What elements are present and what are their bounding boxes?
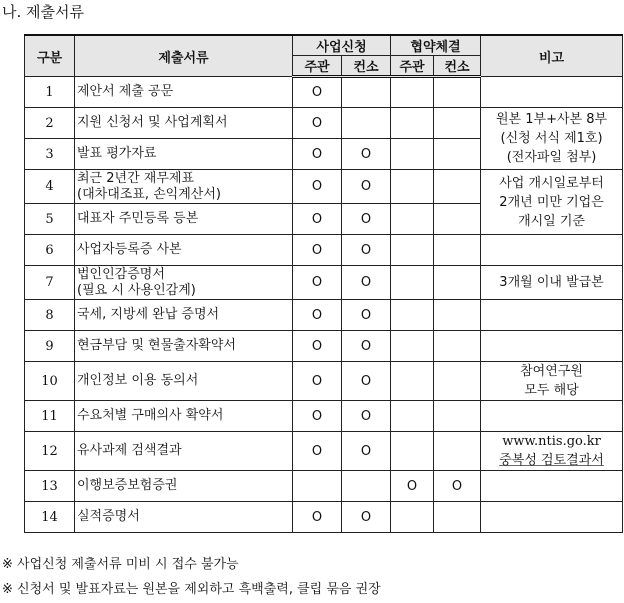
header-no: 구분 — [25, 35, 75, 77]
header-apply-consortium: 컨소 — [342, 56, 391, 77]
contract-lead-mark — [391, 266, 434, 300]
table-row — [25, 471, 623, 502]
row-number: 12 — [25, 432, 75, 471]
document-name: 최근 2년간 재무제표 (대차대조표, 손익계산서) — [75, 170, 293, 204]
table-row — [25, 235, 623, 266]
remarks-cell — [481, 77, 623, 108]
contract-consortium-mark — [434, 204, 481, 235]
contract-lead-mark — [391, 204, 434, 235]
remarks-cell — [481, 331, 623, 362]
header-contract-consortium: 컨소 — [434, 56, 481, 77]
footnote-2: ※ 신청서 및 발표자료는 원본을 제외하고 흑백출력, 클립 묶음 권장 — [2, 582, 381, 597]
contract-consortium-mark — [434, 362, 481, 401]
apply-consortium-mark: O — [342, 204, 391, 235]
table-row — [25, 401, 623, 432]
remarks-cell — [481, 502, 623, 533]
apply-lead-mark: O — [293, 170, 342, 204]
row-number: 1 — [25, 77, 75, 108]
remarks-cell: 3개월 이내 발급본 — [481, 266, 623, 300]
table-row — [25, 77, 623, 108]
row-number: 14 — [25, 502, 75, 533]
apply-consortium-mark: O — [342, 432, 391, 471]
remarks-cell: 참여연구원 모두 해당 — [481, 362, 623, 401]
apply-lead-mark: O — [293, 108, 342, 139]
contract-lead-mark — [391, 331, 434, 362]
remarks-cell — [481, 471, 623, 502]
document-name: 법인인감증명서 (필요 시 사용인감계) — [75, 266, 293, 300]
table-row — [25, 266, 623, 300]
apply-consortium-mark: O — [342, 139, 391, 170]
table-row — [25, 331, 623, 362]
document-name: 제안서 제출 공문 — [75, 77, 293, 108]
contract-consortium-mark — [434, 235, 481, 266]
contract-consortium-mark — [434, 432, 481, 471]
contract-consortium-mark — [434, 401, 481, 432]
contract-lead-mark — [391, 432, 434, 471]
header-apply-lead: 주관 — [293, 56, 342, 77]
document-name: 국세, 지방세 완납 증명서 — [75, 300, 293, 331]
document-name: 대표자 주민등록 등본 — [75, 204, 293, 235]
table-row — [25, 108, 623, 139]
contract-lead-mark — [391, 77, 434, 108]
row-number: 10 — [25, 362, 75, 401]
row-number: 11 — [25, 401, 75, 432]
document-name: 수요처별 구매의사 확약서 — [75, 401, 293, 432]
apply-lead-mark: O — [293, 77, 342, 108]
apply-lead-mark: O — [293, 331, 342, 362]
apply-consortium-mark: O — [342, 235, 391, 266]
contract-lead-mark — [391, 300, 434, 331]
contract-consortium-mark — [434, 300, 481, 331]
remarks-cell — [481, 300, 623, 331]
apply-lead-mark: O — [293, 204, 342, 235]
row-number: 5 — [25, 204, 75, 235]
document-name: 실적증명서 — [75, 502, 293, 533]
apply-consortium-mark: O — [342, 502, 391, 533]
apply-consortium-mark: O — [342, 300, 391, 331]
remarks-cell — [481, 235, 623, 266]
header-contract-group: 협약체결 — [391, 35, 481, 56]
row-number: 4 — [25, 170, 75, 204]
apply-consortium-mark: O — [342, 362, 391, 401]
apply-lead-mark: O — [293, 139, 342, 170]
apply-lead-mark: O — [293, 266, 342, 300]
document-name: 유사과제 검색결과 — [75, 432, 293, 471]
document-name: 개인정보 이용 동의서 — [75, 362, 293, 401]
document-name: 현금부담 및 현물출자확약서 — [75, 331, 293, 362]
table-row — [25, 362, 623, 401]
apply-consortium-mark — [342, 108, 391, 139]
contract-consortium-mark — [434, 331, 481, 362]
header-contract-lead: 주관 — [391, 56, 434, 77]
row-number: 7 — [25, 266, 75, 300]
remarks-cell: 원본 1부+사본 8부 (신청 서식 제1호) (전자파일 첨부) — [481, 108, 623, 170]
apply-consortium-mark: O — [342, 266, 391, 300]
contract-lead-mark: O — [391, 471, 434, 502]
document-name: 이행보증보험증권 — [75, 471, 293, 502]
apply-consortium-mark: O — [342, 401, 391, 432]
contract-lead-mark — [391, 170, 434, 204]
contract-lead-mark — [391, 108, 434, 139]
contract-consortium-mark: O — [434, 471, 481, 502]
header-document: 제출서류 — [75, 35, 293, 77]
document-name: 지원 신청서 및 사업계획서 — [75, 108, 293, 139]
contract-lead-mark — [391, 235, 434, 266]
apply-lead-mark: O — [293, 235, 342, 266]
contract-lead-mark — [391, 139, 434, 170]
contract-consortium-mark — [434, 77, 481, 108]
contract-lead-mark — [391, 401, 434, 432]
row-number: 2 — [25, 108, 75, 139]
contract-consortium-mark — [434, 170, 481, 204]
document-name: 발표 평가자료 — [75, 139, 293, 170]
document-name: 사업자등록증 사본 — [75, 235, 293, 266]
row-number: 3 — [25, 139, 75, 170]
row-number: 9 — [25, 331, 75, 362]
remarks-cell: www.ntis.go.kr 중복성 검토결과서 — [481, 432, 623, 471]
apply-consortium-mark — [342, 471, 391, 502]
documents-table — [24, 34, 623, 533]
contract-consortium-mark — [434, 502, 481, 533]
header-apply-group: 사업신청 — [293, 35, 391, 56]
footnote-1: ※ 사업신청 제출서류 미비 시 접수 불가능 — [2, 557, 239, 572]
apply-lead-mark: O — [293, 300, 342, 331]
row-number: 8 — [25, 300, 75, 331]
apply-lead-mark: O — [293, 432, 342, 471]
table-row — [25, 432, 623, 471]
remarks-cell — [481, 401, 623, 432]
header-remarks: 비고 — [481, 35, 623, 77]
row-number: 13 — [25, 471, 75, 502]
row-number: 6 — [25, 235, 75, 266]
apply-consortium-mark: O — [342, 331, 391, 362]
contract-consortium-mark — [434, 139, 481, 170]
table-row — [25, 300, 623, 331]
contract-lead-mark — [391, 362, 434, 401]
apply-lead-mark: O — [293, 502, 342, 533]
apply-consortium-mark: O — [342, 170, 391, 204]
contract-lead-mark — [391, 502, 434, 533]
remarks-cell: 사업 개시일로부터 2개년 미만 기업은 개시일 기준 — [481, 170, 623, 235]
section-title: 나. 제출서류 — [2, 3, 84, 21]
contract-consortium-mark — [434, 266, 481, 300]
apply-lead-mark: O — [293, 401, 342, 432]
apply-consortium-mark — [342, 77, 391, 108]
table-row — [25, 502, 623, 533]
apply-lead-mark: O — [293, 362, 342, 401]
table-row — [25, 170, 623, 204]
apply-lead-mark — [293, 471, 342, 502]
contract-consortium-mark — [434, 108, 481, 139]
